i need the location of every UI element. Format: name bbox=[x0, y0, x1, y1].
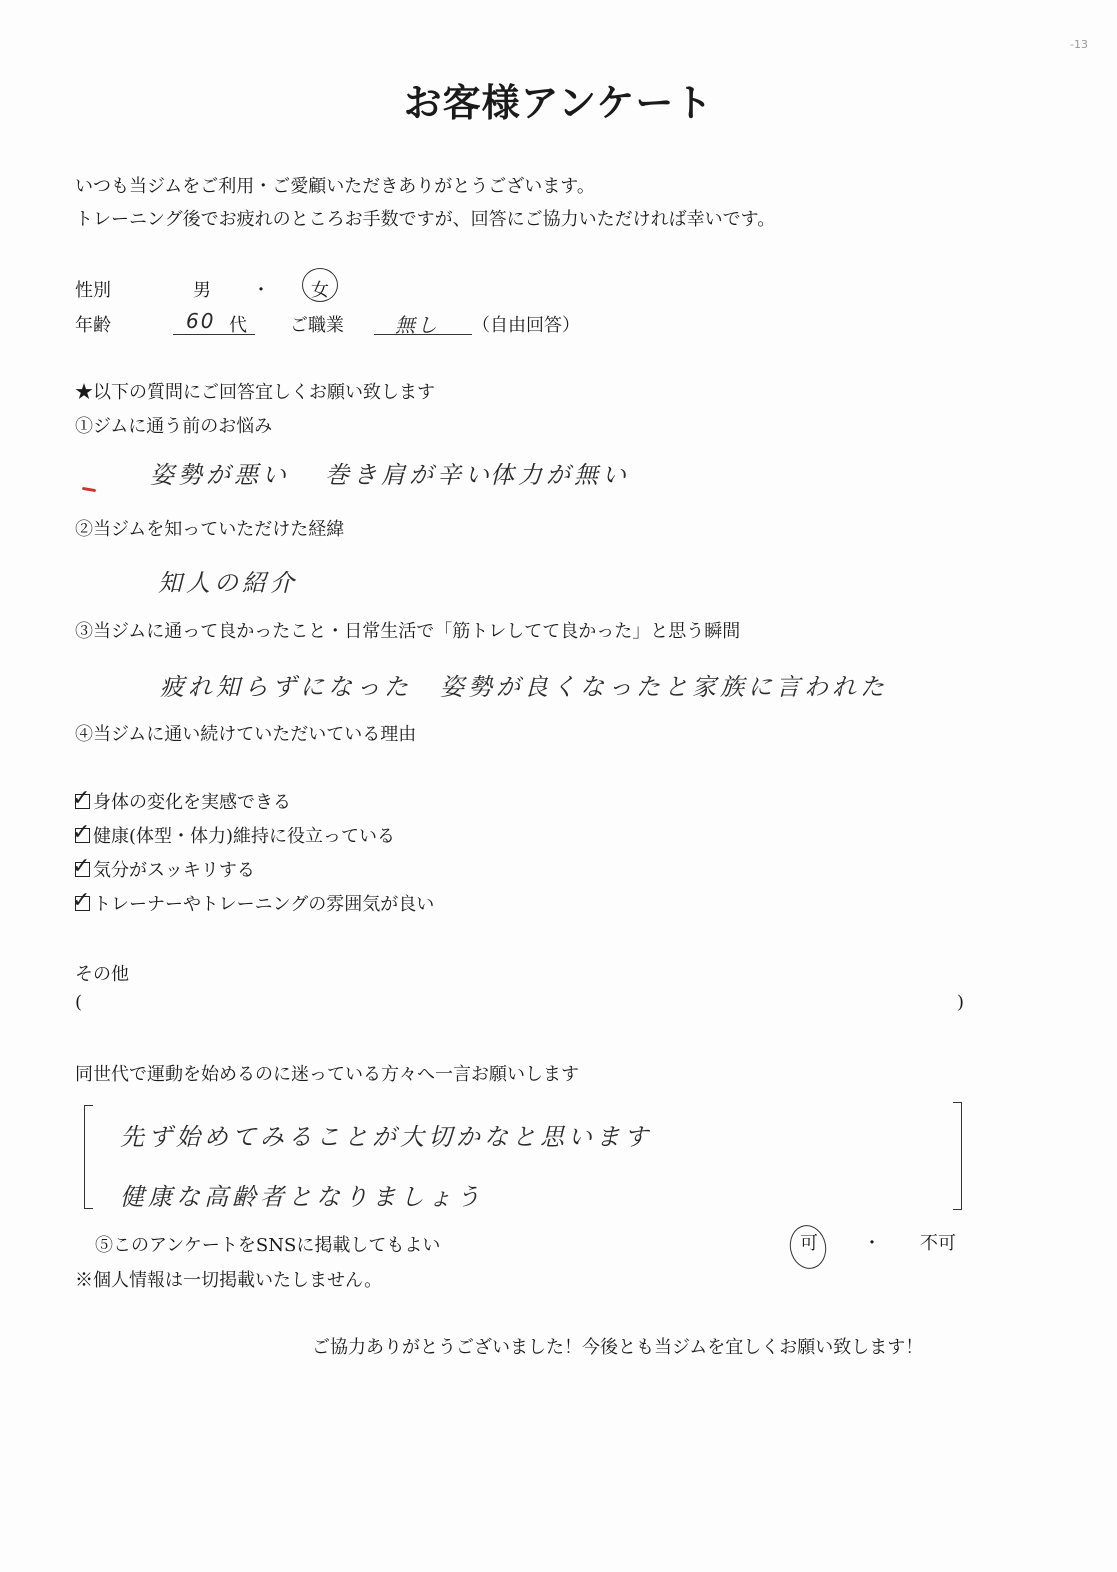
gender-separator: ・ bbox=[252, 280, 270, 301]
sns-ok[interactable]: 可 bbox=[800, 1233, 818, 1254]
answer-2[interactable]: 知人の紹介 bbox=[158, 569, 298, 597]
other-answer-area[interactable] bbox=[95, 990, 950, 1016]
question-2: ②当ジムを知っていただけた経緯 bbox=[75, 519, 345, 540]
gender-male[interactable]: 男 bbox=[193, 280, 211, 301]
other-label: その他 bbox=[75, 964, 129, 985]
page-title: お客様アンケート bbox=[403, 81, 714, 125]
answer-3-item-1[interactable]: 疲れ知らずになった bbox=[160, 673, 412, 701]
message-line-1[interactable]: 先ず始めてみることが大切かなと思います bbox=[120, 1123, 652, 1151]
sns-ng[interactable]: 不可 bbox=[920, 1233, 956, 1254]
sns-separator: ・ bbox=[863, 1233, 881, 1254]
closing-message: ご協力ありがとうございました！今後とも当ジムを宜しくお願い致します！ bbox=[312, 1337, 924, 1358]
corner-mark: -13 bbox=[1070, 38, 1088, 51]
question-1: ①ジムに通う前のお悩み bbox=[75, 416, 273, 437]
job-underline bbox=[374, 334, 472, 335]
answer-3-item-2[interactable]: 姿勢が良くなったと家族に言われた bbox=[440, 673, 888, 701]
checkbox[interactable] bbox=[72, 854, 91, 879]
message-bracket-right bbox=[953, 1102, 962, 1210]
message-line-2[interactable]: 健康な高齢者となりましょう bbox=[120, 1183, 484, 1211]
checkbox[interactable] bbox=[72, 888, 91, 913]
reason-label: 健康(体型・体力)維持に役立っている bbox=[93, 826, 396, 847]
questions-intro: ★以下の質問にご回答宜しくお願い致します bbox=[75, 382, 435, 403]
intro-line-2: トレーニング後でお疲れのところお手数ですが、回答にご協力いただければ幸いです。 bbox=[75, 209, 776, 230]
sns-ok-circle bbox=[786, 1222, 830, 1273]
reason-label: 身体の変化を実感できる bbox=[93, 792, 291, 813]
question-4: ④当ジムに通い続けていただいている理由 bbox=[75, 724, 417, 745]
reason-label: 気分がスッキリする bbox=[93, 860, 255, 881]
answer-1-item-2[interactable]: 巻き肩が辛い bbox=[325, 461, 493, 489]
other-close-paren: ) bbox=[957, 992, 965, 1013]
age-value[interactable]: 60 bbox=[186, 309, 216, 333]
other-open-paren: ( bbox=[75, 992, 83, 1013]
red-ink-mark bbox=[82, 487, 96, 492]
age-label: 年齢 bbox=[75, 315, 111, 336]
reason-option-4[interactable] bbox=[72, 888, 435, 916]
checkbox[interactable] bbox=[72, 786, 91, 811]
reason-option-3[interactable] bbox=[72, 854, 255, 882]
reason-option-1[interactable] bbox=[72, 786, 291, 814]
check-mark-icon: ✓ bbox=[72, 786, 91, 811]
female-selected-circle bbox=[302, 268, 338, 302]
question-3: ③当ジムに通って良かったこと・日常生活で「筋トレしてて良かった」と思う瞬間 bbox=[75, 621, 741, 642]
gender-label: 性別 bbox=[75, 280, 111, 301]
age-underline bbox=[173, 334, 255, 335]
privacy-note: ※個人情報は一切掲載いたしません。 bbox=[75, 1270, 383, 1291]
checkbox[interactable] bbox=[72, 820, 91, 845]
reason-option-2[interactable] bbox=[72, 820, 396, 848]
check-mark-icon: ✓ bbox=[72, 854, 91, 879]
job-value[interactable]: 無し bbox=[395, 313, 439, 337]
answer-1-item-1[interactable]: 姿勢が悪い bbox=[150, 461, 290, 489]
reason-label: トレーナーやトレーニングの雰囲気が良い bbox=[93, 894, 435, 915]
check-mark-icon: ✓ bbox=[72, 820, 91, 845]
gender-female[interactable]: 女 bbox=[311, 280, 329, 301]
check-mark-icon: ✓ bbox=[72, 888, 91, 913]
free-answer-note: （自由回答） bbox=[472, 315, 580, 336]
job-label: ご職業 bbox=[290, 315, 344, 336]
sns-question: ⑤このアンケートをSNSに掲載してもよい bbox=[95, 1235, 441, 1256]
message-bracket-left bbox=[84, 1105, 93, 1209]
age-unit: 代 bbox=[229, 315, 247, 336]
intro-line-1: いつも当ジムをご利用・ご愛顧いただきありがとうございます。 bbox=[75, 176, 595, 197]
message-prompt: 同世代で運動を始めるのに迷っている方々へ一言お願いします bbox=[75, 1064, 579, 1085]
answer-1-item-3[interactable]: 体力が無い bbox=[490, 461, 630, 489]
